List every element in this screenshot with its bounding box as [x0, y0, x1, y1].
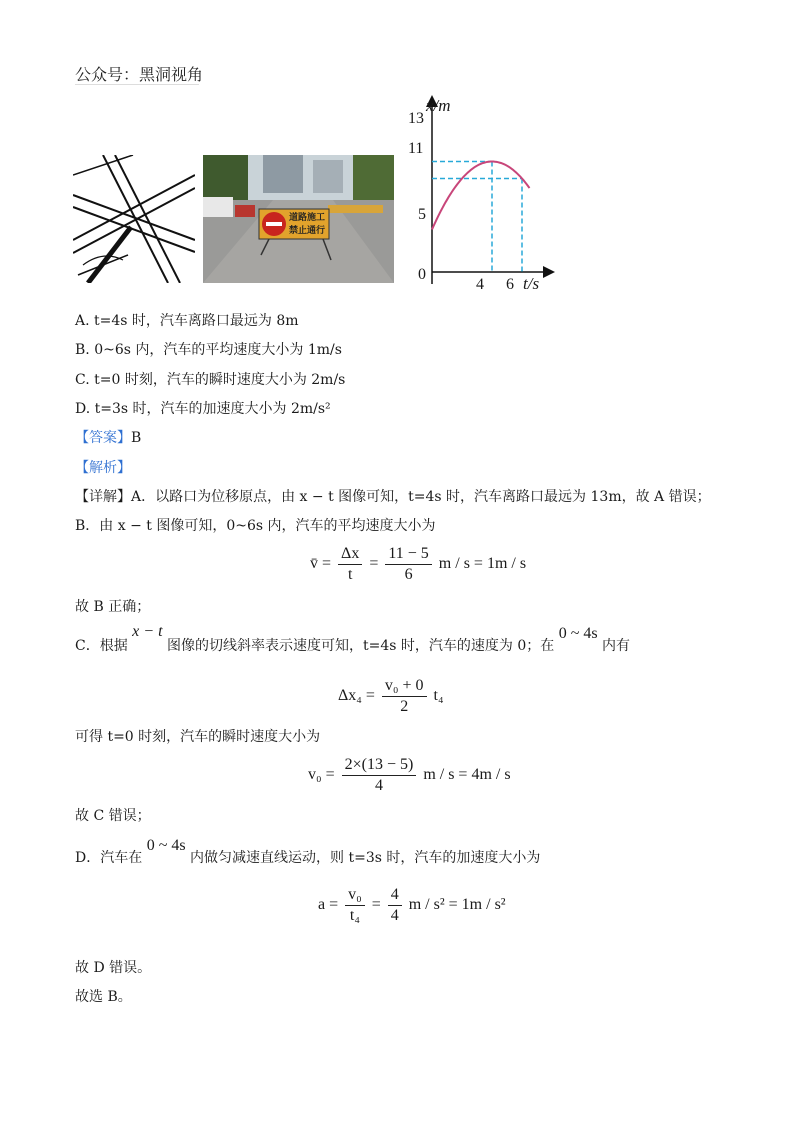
detail-d-text-2: 内做匀减速直线运动，则 t=3s 时，汽车的加速度大小为 — [190, 850, 541, 866]
y-axis-label: x/m — [426, 96, 451, 115]
detail-b-text: B．由 x − t 图像可知，0~6s 内，汽车的平均速度大小为 — [75, 518, 436, 534]
detail-c-text-1: C．根据 — [75, 638, 128, 654]
eq-b-frac1 — [338, 545, 362, 584]
eq-c1-num: v₀ + 0 — [382, 677, 427, 697]
eq-b-f1-num: Δx — [338, 545, 362, 565]
sign-line-2: 禁止通行 — [289, 226, 326, 236]
eq-b-frac2 — [385, 545, 431, 584]
y-tick-5: 5 — [418, 206, 426, 223]
road-closure-photo — [203, 155, 394, 283]
eq-c1-lhs: Δx₄ = — [338, 687, 375, 705]
intersection-map — [73, 155, 195, 283]
detail-a — [75, 487, 711, 507]
eq-b-eq: = — [369, 555, 379, 573]
sign-line-1: 道路施工 — [289, 213, 326, 223]
xt-graph — [408, 94, 560, 294]
eq-c2-den: 4 — [374, 777, 383, 794]
detail-c-text-3: 内有 — [602, 638, 631, 654]
page-header: 公众号：黑洞视角 — [75, 65, 204, 84]
detail-c-text-2: 图像的切线斜率表示速度可知，t=4s 时，汽车的速度为 0；在 — [166, 638, 555, 654]
detail-a-text: A．以路口为位移原点，由 x − t 图像可知，t=4s 时，汽车离路口最远为 13m，故 A 错误； — [131, 489, 711, 505]
x-tick-4: 4 — [476, 276, 484, 293]
x-tick-6: 6 — [506, 276, 514, 293]
detail-d-line — [75, 837, 541, 868]
final-answer: 故选 B。 — [75, 989, 132, 1005]
detail-label: 【详解】 — [75, 489, 131, 505]
eq-c2-lhs: v₀ = — [308, 766, 335, 784]
eq-b-f1-den: t — [347, 566, 353, 583]
eq-d-frac2 — [388, 886, 402, 925]
option-a: A. t=4s 时，汽车离路口最远为 8m — [75, 313, 299, 329]
eq-c2-num: 2×(13 − 5) — [342, 756, 417, 776]
eq-b-lhs: v̄ = — [310, 555, 332, 573]
detail-c-line — [75, 623, 631, 656]
detail-c-text-4: 可得 t=0 时刻，汽车的瞬时速度大小为 — [75, 729, 321, 745]
detail-c-range: 0 ~ 4s — [558, 625, 598, 642]
equation-initial-velocity — [308, 756, 511, 795]
option-b: B. 0~6s 内，汽车的平均速度大小为 1m/s — [75, 342, 342, 358]
option-d: D. t=3s 时，汽车的加速度大小为 2m/s² — [75, 401, 331, 417]
answer-line — [75, 428, 141, 448]
eq-d-rest: m / s² = 1m / s² — [408, 896, 506, 914]
detail-c-xt: x − t — [132, 623, 163, 640]
answer-label: 【答案】 — [75, 430, 131, 446]
eq-d-lhs: a = — [318, 896, 339, 914]
equation-avg-velocity — [310, 545, 526, 584]
eq-d-frac1 — [345, 886, 365, 925]
option-c: C. t=0 时刻，汽车的瞬时速度大小为 2m/s — [75, 372, 346, 388]
eq-c1-den: 2 — [400, 698, 409, 715]
position-curve — [432, 162, 530, 230]
equation-displacement — [338, 677, 444, 716]
eq-c2-frac — [342, 756, 417, 795]
eq-b-f2-num: 11 − 5 — [385, 545, 431, 565]
equation-acceleration — [318, 886, 506, 925]
analysis-label: 【解析】 — [75, 460, 131, 476]
detail-b-conclusion: 故 B 正确； — [75, 599, 151, 615]
detail-d-text-1: D．汽车在 — [75, 850, 143, 866]
eq-c1-rest: t₄ — [433, 687, 444, 705]
eq-d-f1-num: v₀ — [345, 886, 365, 906]
eq-c2-rest: m / s = 4m / s — [423, 766, 511, 784]
detail-d-range: 0 ~ 4s — [146, 837, 186, 854]
eq-c1-frac — [382, 677, 427, 716]
answer-value: B — [131, 430, 142, 446]
header-underline — [75, 84, 199, 85]
eq-d-f2-num: 4 — [388, 886, 402, 906]
y-tick-13: 13 — [408, 110, 424, 127]
eq-b-rest: m / s = 1m / s — [438, 555, 527, 573]
y-tick-11: 11 — [408, 140, 424, 157]
detail-d-conclusion: 故 D 错误。 — [75, 960, 152, 976]
eq-b-f2-den: 6 — [404, 566, 413, 583]
x-axis-label: t/s — [523, 274, 540, 293]
eq-d-f2-den: 4 — [390, 907, 399, 924]
eq-d-eq: = — [371, 896, 381, 914]
origin-label: 0 — [418, 266, 426, 283]
detail-c-conclusion: 故 C 错误； — [75, 808, 151, 824]
eq-d-f1-den: t₄ — [349, 907, 360, 924]
